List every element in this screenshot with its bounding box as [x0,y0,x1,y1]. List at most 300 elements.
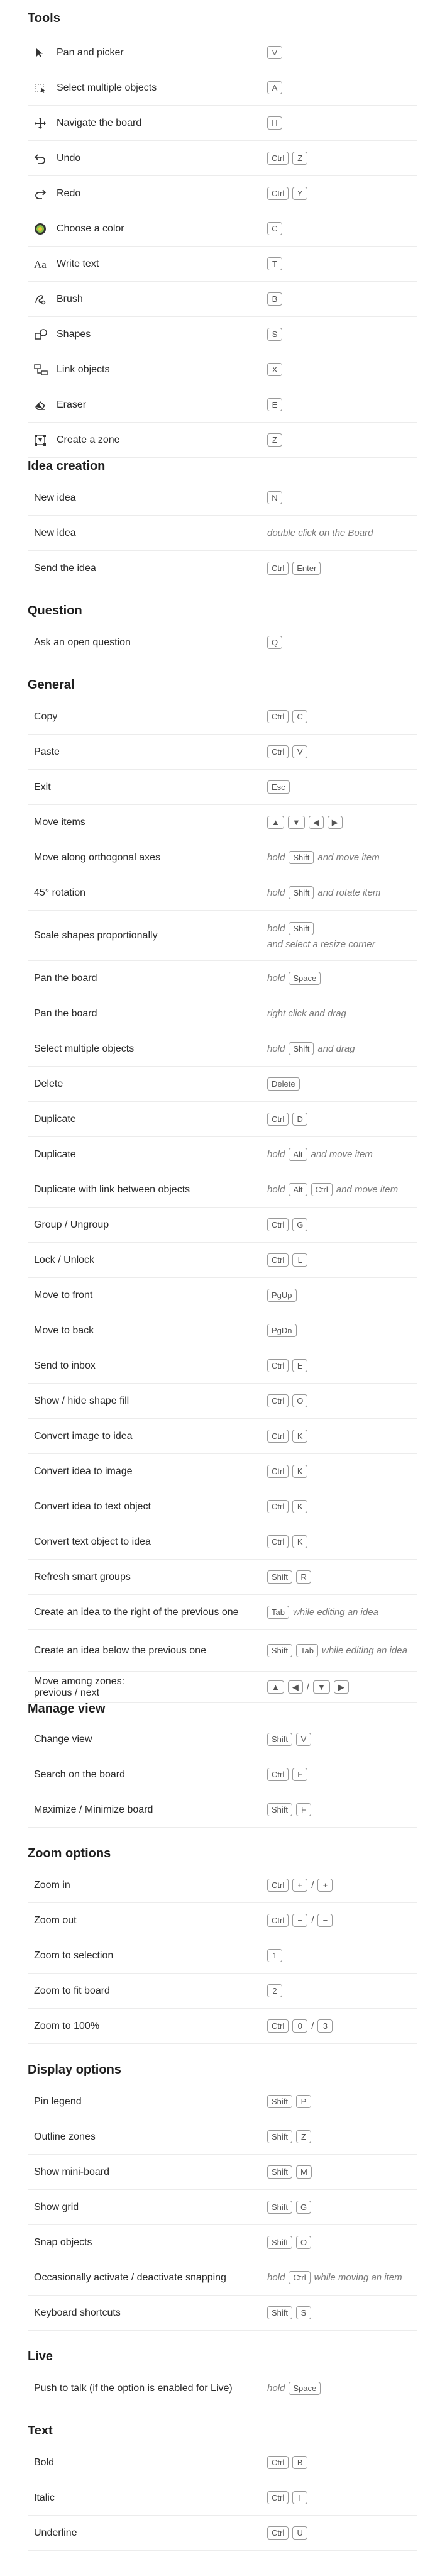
shortcut-label: Keyboard shortcuts [34,2307,121,2318]
key-cap: Ctrl [267,745,289,758]
key-cap: ▶ [334,1680,349,1694]
move-arrows-icon [28,117,57,130]
shortcut-label: Create a zone [57,434,120,445]
shortcut-keys [267,363,424,376]
shortcut-label: Show mini-board [34,2166,110,2177]
key-cap: U [292,2526,307,2540]
key-cap: Ctrl [267,1768,289,1781]
shortcut-row-outline-zones [28,2119,417,2155]
shortcut-hint-text: and move item [311,1149,373,1160]
section-title-text: Text [28,2424,53,2438]
key-cap: Ctrl [267,1359,289,1372]
shortcut-row-duplicate [28,1102,417,1137]
shortcut-label: Send the idea [34,562,96,574]
key-cap: P [296,2095,311,2108]
key-cap: Z [292,152,307,165]
shortcut-keys [267,1768,424,1781]
shortcut-keys [267,1042,424,1055]
key-cap: Ctrl [267,1535,289,1548]
key-cap: E [292,1359,307,1372]
shortcut-row-shapes [28,317,417,352]
shortcut-row-zoom-to-100 [28,2009,417,2044]
key-cap: F [292,1768,307,1781]
shortcut-keys [267,1113,424,1126]
shortcut-label: Write text [57,258,99,269]
shortcut-row-bold [28,2445,417,2480]
key-cap: Shift [267,2306,292,2319]
shortcut-row-scale-shapes-proportionally [28,911,417,961]
section-title-live: Live [28,2350,53,2363]
shortcut-keys [267,491,424,504]
key-cap: Ctrl [267,1879,289,1892]
shortcut-label: Zoom to selection [34,1950,114,1961]
shortcut-row-send-the-idea [28,551,417,586]
shortcut-keys [267,2165,424,2179]
multi-select-icon [28,82,57,94]
key-cap: Alt [289,1148,307,1161]
shortcut-row-move-to-back [28,1313,417,1348]
key-cap: K [292,1535,307,1548]
key-cap: Ctrl [267,1465,289,1478]
shortcut-label: Undo [57,152,81,164]
shortcut-label: Exit [34,781,51,792]
key-cap: Shift [267,1644,292,1657]
zone-icon [28,434,57,447]
shortcut-row-create-a-zone [28,423,417,458]
shortcut-label: Duplicate [34,1148,76,1160]
shortcut-label: Create an idea below the previous one [34,1645,206,1656]
shortcut-row-move-items [28,805,417,840]
shortcut-label: Redo [57,187,81,199]
shortcut-hint-text: while editing an idea [292,1607,378,1618]
shortcut-row-write-text [28,247,417,282]
shortcut-row-snap-objects [28,2225,417,2260]
shortcut-keys [267,1359,424,1372]
key-cap: Ctrl [267,1914,289,1927]
shortcut-label: Pan the board [34,1008,97,1019]
shortcut-keys [267,2271,424,2284]
key-cap: 2 [267,1984,282,1997]
shortcut-hint-text: hold [267,1043,285,1054]
shortcut-row-lock-unlock [28,1243,417,1278]
key-cap: Esc [267,780,290,794]
eraser-icon [28,399,57,411]
key-cap: K [292,1430,307,1443]
shortcut-label: Move to back [34,1324,94,1336]
shortcut-keys [267,972,424,985]
shortcut-label: Pin legend [34,2096,82,2107]
shortcut-keys [267,562,424,575]
shortcut-keys [267,1183,424,1196]
key-cap: R [296,1570,311,1584]
key-cap: Shift [289,922,314,935]
shortcut-keys [267,2236,424,2249]
key-cap: S [267,328,282,341]
shortcut-row-move-along-orthogonal-axes [28,840,417,875]
key-cap: 3 [317,2019,333,2033]
shortcut-hint-text: hold [267,973,285,984]
key-cap: Shift [267,2095,292,2108]
shortcut-row-convert-idea-to-text-object [28,1489,417,1524]
shortcut-keys [267,1879,424,1892]
shortcut-keys [267,187,424,200]
key-cap: Shift [289,1042,314,1055]
section-title-zoom-options: Zoom options [28,1846,111,1860]
shortcut-row-link-objects [28,352,417,387]
key-cap: Shift [267,2201,292,2214]
shortcut-keys [267,636,424,649]
shortcut-keys [267,1500,424,1513]
shortcut-hint-text: hold [267,2272,285,2283]
shortcut-hint-text: and move item [336,1184,399,1195]
shortcut-label: Change view [34,1733,92,1745]
shortcut-keys [267,116,424,130]
shortcut-keys [267,1570,424,1584]
shortcut-row-new-idea [28,480,417,516]
shortcut-row-pin-legend [28,2084,417,2119]
key-separator: / [311,2021,314,2031]
shortcut-hint-text: and select a resize corner [267,938,375,950]
shortcut-row-paste [28,735,417,770]
key-cap: Tab [296,1644,318,1657]
shortcut-label: Shapes [57,328,91,340]
shortcut-label: Pan and picker [57,47,124,58]
shortcut-keys [267,152,424,165]
shortcut-label: Move among zones: previous / next [34,1675,125,1698]
shortcut-label: Zoom to fit board [34,1985,110,1996]
shortcut-label: Zoom to 100% [34,2020,100,2031]
key-cap: Z [296,2130,311,2143]
shortcut-keys [267,1984,424,1997]
shortcut-hint-text: while moving an item [314,2272,402,2283]
shortcut-keys [267,922,424,950]
key-cap: E [267,398,282,411]
shortcut-keys [267,292,424,306]
shortcut-keys [267,46,424,59]
shortcut-label: Italic [34,2492,55,2503]
shortcut-keys [267,1914,424,1927]
key-cap: S [296,2306,311,2319]
key-cap: Ctrl [267,2491,289,2504]
key-cap: Shift [267,1803,292,1816]
key-cap: C [292,710,307,723]
shortcut-label: Group / Ungroup [34,1219,109,1230]
shortcut-row-redo [28,176,417,211]
key-cap: Shift [267,2130,292,2143]
shortcut-row-select-multiple-objects [28,1031,417,1067]
key-cap: Shift [267,2236,292,2249]
key-cap: L [292,1253,307,1267]
shortcut-keys [267,2019,424,2033]
shortcut-row-occasionally-activate-deactivate-snapping [28,2260,417,2296]
shortcut-row-delete [28,1067,417,1102]
shortcut-keys [267,528,424,538]
shortcut-row-italic [28,2480,417,2516]
shortcut-keys [267,1253,424,1267]
shortcut-row-ask-an-open-question [28,625,417,660]
shortcut-label: Duplicate [34,1113,76,1124]
shortcut-hint-text: double click on the Board [267,528,373,538]
key-cap: Y [292,187,307,200]
shortcut-label: Choose a color [57,223,124,234]
key-cap: − [317,1914,333,1927]
shortcut-row-show-mini-board [28,2155,417,2190]
shortcut-label: Scale shapes proportionally [34,930,158,941]
key-cap: Space [289,972,321,985]
key-cap: ▲ [267,816,284,829]
shortcut-row-duplicate-with-link-between-objects [28,1172,417,1208]
key-cap: H [267,116,282,130]
key-cap: Ctrl [267,2019,289,2033]
shortcut-row-keyboard-shortcuts [28,2296,417,2331]
key-cap: M [296,2165,312,2179]
shortcut-keys [267,2526,424,2540]
shortcut-keys [267,257,424,270]
key-cap: Enter [292,562,321,575]
shortcut-keys [267,851,424,864]
shortcut-row-eraser [28,387,417,423]
shortcut-keys [267,745,424,758]
shortcut-label: Outline zones [34,2131,96,2142]
shortcut-row-move-among-zones-previous-next [28,1672,417,1703]
undo-icon [28,153,57,164]
shortcut-keys [267,1394,424,1407]
shortcut-keys [267,780,424,794]
shortcut-keys [267,1949,424,1962]
key-cap: 1 [267,1949,282,1962]
key-cap: Ctrl [267,1253,289,1267]
key-cap: Alt [289,1183,307,1196]
key-cap: Q [267,636,282,649]
shortcut-row-convert-text-object-to-idea [28,1524,417,1560]
shortcut-label: New idea [34,527,76,538]
shortcut-label: Push to talk (if the option is enabled for Live) [34,2382,233,2394]
shortcut-row-navigate-the-board [28,106,417,141]
shortcut-keys [267,81,424,94]
shortcut-keys [267,328,424,341]
shortcut-hint-text: hold [267,1184,285,1195]
shapes-icon [28,328,57,341]
shortcut-keys [267,2491,424,2504]
key-cap: Ctrl [267,187,289,200]
link-icon [28,364,57,376]
shortcut-keys [267,222,424,235]
shortcut-hint-text: and drag [317,1043,355,1054]
key-cap: Ctrl [267,2456,289,2469]
shortcut-keys [267,816,424,829]
shortcut-row-pan-and-picker [28,35,417,70]
shortcut-keys [267,2095,424,2108]
key-cap: Ctrl [267,1394,289,1407]
section-title-general: General [28,678,75,692]
key-separator: / [306,1682,310,1692]
shortcut-row-maximize-minimize-board [28,1792,417,1828]
shortcut-label: Send to inbox [34,1360,96,1371]
shortcut-row-show-grid [28,2190,417,2225]
shortcut-keys [267,1430,424,1443]
shortcut-keys [267,2201,424,2214]
key-cap: Ctrl [267,2526,289,2540]
key-cap: ▼ [313,1680,330,1694]
shortcut-hint-text: hold [267,923,285,934]
shortcut-keys [267,1465,424,1478]
shortcut-keys [267,1324,424,1337]
key-cap: V [292,745,307,758]
key-cap: V [296,1733,311,1746]
shortcut-label: Brush [57,293,83,304]
shortcut-label: Show / hide shape fill [34,1395,129,1406]
shortcut-label: Duplicate with link between objects [34,1184,190,1195]
shortcut-label: Copy [34,711,58,722]
shortcut-row-duplicate [28,1137,417,1172]
key-cap: D [292,1113,307,1126]
section-title-idea-creation: Idea creation [28,459,106,473]
key-cap: Shift [267,2165,292,2179]
key-cap: B [292,2456,307,2469]
shortcut-row-choose-a-color [28,211,417,247]
shortcut-label: Occasionally activate / deactivate snapping [34,2272,226,2283]
shortcut-keys [267,2306,424,2319]
shortcut-row-underline [28,2516,417,2551]
shortcut-label: Convert image to idea [34,1430,133,1441]
shortcut-label: Select multiple objects [57,82,157,93]
shortcut-row-zoom-to-selection [28,1938,417,1974]
key-cap: Shift [289,851,314,864]
shortcut-row-search-on-the-board [28,1757,417,1792]
shortcut-row-zoom-in [28,1868,417,1903]
shortcut-label: Navigate the board [57,117,142,128]
shortcut-keys [267,1606,424,1619]
shortcut-hint-text: hold [267,2383,285,2394]
shortcut-label: Link objects [57,364,110,375]
shortcut-keys [267,886,424,899]
color-icon [28,223,57,235]
shortcut-keys [267,1077,424,1091]
shortcut-row-undo [28,141,417,176]
key-cap: O [296,2236,311,2249]
shortcut-keys [267,398,424,411]
key-cap: F [296,1803,311,1816]
shortcut-keys [267,1803,424,1816]
shortcut-label: Move to front [34,1289,93,1301]
key-cap: PgUp [267,1289,297,1302]
cursor-icon [28,47,57,58]
shortcut-row-group-ungroup [28,1208,417,1243]
shortcut-row-brush [28,282,417,317]
shortcut-row-pan-the-board [28,961,417,996]
shortcut-keys [267,2456,424,2469]
shortcut-hint-text: and rotate item [317,887,381,898]
section-title-display-options: Display options [28,2063,121,2077]
key-cap: Ctrl [267,1430,289,1443]
shortcut-keys [267,1218,424,1231]
shortcut-label: Ask an open question [34,636,131,648]
shortcut-keys [267,1289,424,1302]
key-cap: Ctrl [267,1113,289,1126]
key-cap: I [292,2491,307,2504]
shortcut-label: Refresh smart groups [34,1571,131,1582]
key-cap: ▲ [267,1680,284,1694]
shortcut-label: Lock / Unlock [34,1254,95,1265]
key-separator: / [311,1880,314,1890]
key-cap: + [317,1879,333,1892]
key-cap: X [267,363,282,376]
shortcut-label: Convert idea to text object [34,1501,151,1512]
shortcut-label: 45° rotation [34,887,86,898]
svg-text:Aa: Aa [34,258,47,270]
shortcut-row-create-an-idea-below-the-previous-one [28,1630,417,1672]
shortcut-row-new-idea [28,516,417,551]
key-cap: Ctrl [267,1500,289,1513]
shortcut-label: Move along orthogonal axes [34,852,161,863]
key-cap: Ctrl [289,2271,310,2284]
shortcut-row-move-to-front [28,1278,417,1313]
shortcut-label: Eraser [57,399,87,410]
shortcut-row-zoom-out [28,1903,417,1938]
shortcut-row-convert-idea-to-image [28,1454,417,1489]
key-cap: ◀ [309,816,324,829]
key-cap: G [292,1218,307,1231]
shortcut-row-convert-image-to-idea [28,1419,417,1454]
redo-icon [28,188,57,199]
key-cap: Tab [267,1606,289,1619]
shortcut-label: Move items [34,816,85,828]
key-cap: N [267,491,282,504]
key-cap: B [267,292,282,306]
key-cap: C [267,222,282,235]
shortcut-label: Delete [34,1078,63,1089]
text-icon [28,258,57,270]
key-cap: Ctrl [267,710,289,723]
key-cap: Space [289,2382,321,2395]
brush-icon [28,293,57,306]
key-cap: K [292,1465,307,1478]
key-cap: ◀ [288,1680,303,1694]
shortcut-keys [267,1008,424,1019]
shortcut-label: Maximize / Minimize board [34,1804,153,1815]
section-title-question: Question [28,604,82,618]
shortcut-row-show-hide-shape-fill [28,1384,417,1419]
key-cap: O [292,1394,307,1407]
shortcut-row-exit [28,770,417,805]
shortcut-keys [267,1733,424,1746]
key-cap: Ctrl [267,562,289,575]
shortcut-label: Convert text object to idea [34,1536,151,1547]
key-cap: G [296,2201,311,2214]
key-cap: + [292,1879,307,1892]
key-cap: PgDn [267,1324,297,1337]
shortcut-keys [267,1644,424,1657]
shortcut-row-refresh-smart-groups [28,1560,417,1595]
shortcut-label: Pan the board [34,972,97,984]
shortcut-hint-text: hold [267,1149,285,1160]
shortcut-label: Underline [34,2527,77,2538]
key-cap: Ctrl [267,152,289,165]
shortcut-row-pan-the-board [28,996,417,1031]
key-cap: Shift [289,886,314,899]
shortcut-label: Create an idea to the right of the previous one [34,1606,239,1618]
shortcut-keys [267,710,424,723]
shortcut-label: Zoom in [34,1879,70,1890]
shortcut-hint-text: right click and drag [267,1008,346,1019]
key-cap: Z [267,433,282,447]
shortcut-row-create-an-idea-to-the-right-of-the-previous-one [28,1595,417,1630]
section-title-tools: Tools [28,11,60,25]
shortcut-hint-text: hold [267,887,285,898]
key-cap: V [267,46,282,59]
key-cap: 0 [292,2019,307,2033]
key-cap: T [267,257,282,270]
